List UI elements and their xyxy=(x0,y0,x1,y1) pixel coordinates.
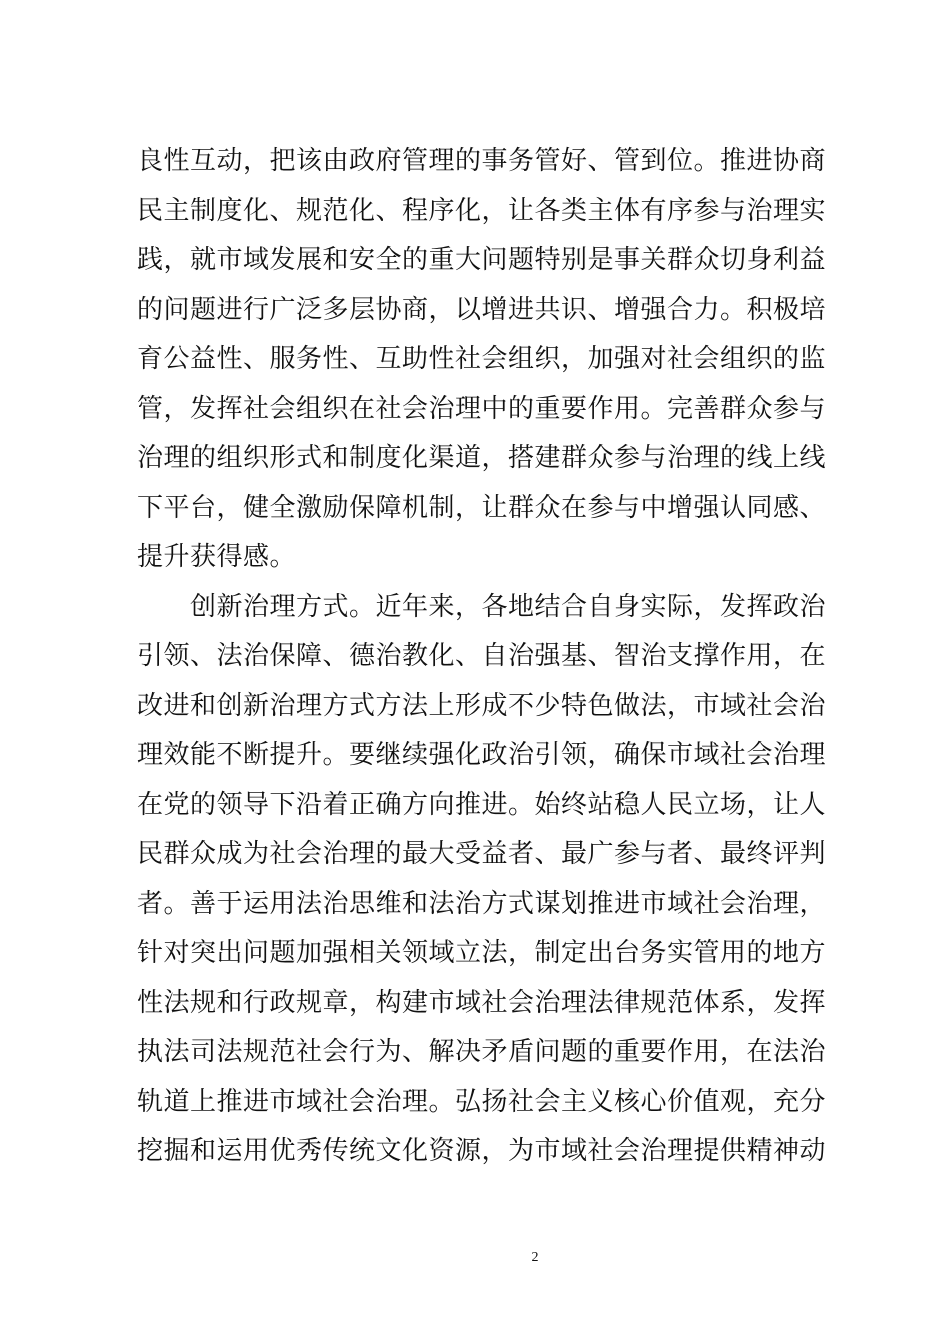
text-line: 在党的领导下沿着正确方向推进。始终站稳人民立场，让人 xyxy=(137,789,827,820)
text-line: 者。善于运用法治思维和法治方式谋划推进市域社会治理， xyxy=(137,888,827,919)
text-line: 下平台，健全激励保障机制，让群众在参与中增强认同感、 xyxy=(137,492,827,523)
text-line: 提升获得感。 xyxy=(137,542,297,572)
paragraph-1 xyxy=(137,137,827,583)
text-line: 理效能不断提升。要继续强化政治引领，确保市域社会治理 xyxy=(137,740,827,770)
text-line: 创新治理方式。近年来，各地结合自身实际，发挥政治 xyxy=(137,591,827,622)
text-line: 改进和创新治理方式方法上形成不少特色做法，市域社会治 xyxy=(137,690,827,721)
text-line: 良性互动，把该由政府管理的事务管好、管到位。推进协商 xyxy=(137,146,827,176)
paragraph-2 xyxy=(137,583,827,1177)
text-line: 引领、法治保障、德治教化、自治强基、智治支撑作用，在 xyxy=(137,641,827,671)
text-line: 民群众成为社会治理的最大受益者、最广参与者、最终评判 xyxy=(137,839,827,869)
text-line: 的问题进行广泛多层协商，以增进共识、增强合力。积极培 xyxy=(137,294,827,325)
text-line: 性法规和行政规章，构建市域社会治理法律规范体系，发挥 xyxy=(137,987,827,1018)
text-line: 治理的组织形式和制度化渠道，搭建群众参与治理的线上线 xyxy=(137,443,827,473)
text-line: 挖掘和运用优秀传统文化资源，为市域社会治理提供精神动 xyxy=(137,1136,827,1166)
text-line: 育公益性、服务性、互助性社会组织，加强对社会组织的监 xyxy=(137,344,827,374)
page-number: 2 xyxy=(531,1250,539,1265)
text-line: 针对突出问题加强相关领域立法，制定出台务实管用的地方 xyxy=(137,938,827,968)
document-body xyxy=(137,137,827,1177)
text-line: 民主制度化、规范化、程序化，让各类主体有序参与治理实 xyxy=(137,195,827,226)
text-line: 执法司法规范社会行为、解决矛盾问题的重要作用，在法治 xyxy=(137,1037,827,1067)
text-line: 轨道上推进市域社会治理。弘扬社会主义核心价值观，充分 xyxy=(137,1086,827,1117)
text-line: 践，就市域发展和安全的重大问题特别是事关群众切身利益 xyxy=(137,245,827,275)
text-line: 管，发挥社会组织在社会治理中的重要作用。完善群众参与 xyxy=(137,393,827,424)
